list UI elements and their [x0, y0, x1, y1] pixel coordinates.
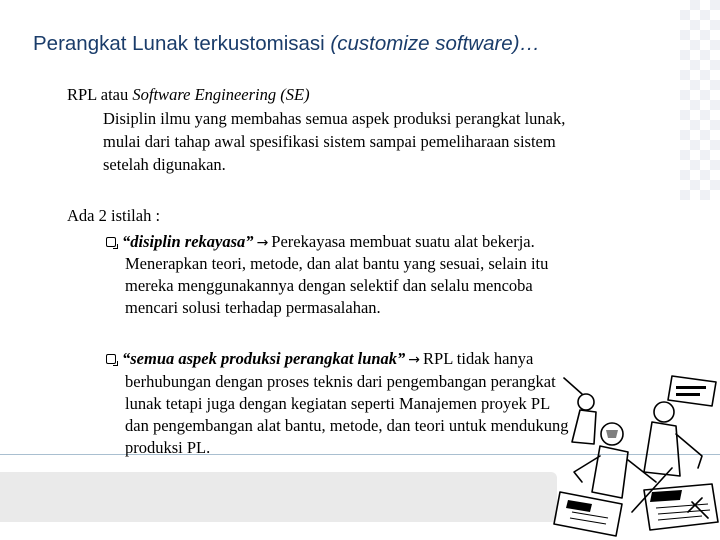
item-term: “semua aspek produksi perangkat lunak”	[122, 349, 406, 368]
section2-heading: Ada 2 istilah :	[67, 206, 161, 225]
slide-title	[33, 32, 540, 56]
section1-line: Disiplin ilmu yang membahas semua aspek produksi perangkat lunak,	[103, 109, 566, 128]
people-working-clipart	[552, 372, 720, 540]
checker-pattern	[680, 0, 720, 200]
item-line: Menerapkan teori, metode, dan alat bantu yang sesuai, selain itu	[125, 254, 549, 273]
item-line: berhubungan dengan proses teknis dari pengembangan perangkat	[125, 372, 556, 391]
item-line: mereka menggunakannya dengan selektif dan selalu mencoba	[125, 276, 533, 295]
item-line: produksi PL.	[125, 438, 211, 457]
item-line: mencari solusi terhadap permasalahan.	[125, 298, 381, 317]
item-first-line: Perekayasa membuat suatu alat bekerja.	[271, 232, 535, 251]
title-italic: (customize software)…	[330, 32, 541, 55]
right-arrow-icon: →	[408, 352, 421, 368]
title-main: Perangkat Lunak terkustomisasi	[33, 32, 325, 55]
item-first-line: RPL tidak hanya	[423, 349, 534, 368]
list-item	[106, 231, 535, 254]
section1-heading-prefix: RPL atau	[67, 85, 129, 104]
item-term: “disiplin rekayasa”	[122, 232, 254, 251]
list-item	[106, 348, 533, 371]
footer-band	[0, 472, 557, 522]
right-arrow-icon: →	[256, 235, 269, 251]
section1-line: mulai dari tahap awal spesifikasi sistem sampai pemeliharaan sistem	[103, 132, 556, 151]
item-line: dan pengembangan alat bantu, metode, dan teori untuk mendukung	[125, 416, 569, 435]
item-line: lunak tetapi juga dengan kegiatan seperti Manajemen proyek PL	[125, 394, 551, 413]
square-bullet-icon	[106, 354, 116, 364]
section1-line: setelah digunakan.	[103, 155, 226, 174]
section1-heading-italic: Software Engineering (SE)	[132, 85, 310, 104]
section1-heading	[67, 84, 310, 105]
square-bullet-icon	[106, 237, 116, 247]
